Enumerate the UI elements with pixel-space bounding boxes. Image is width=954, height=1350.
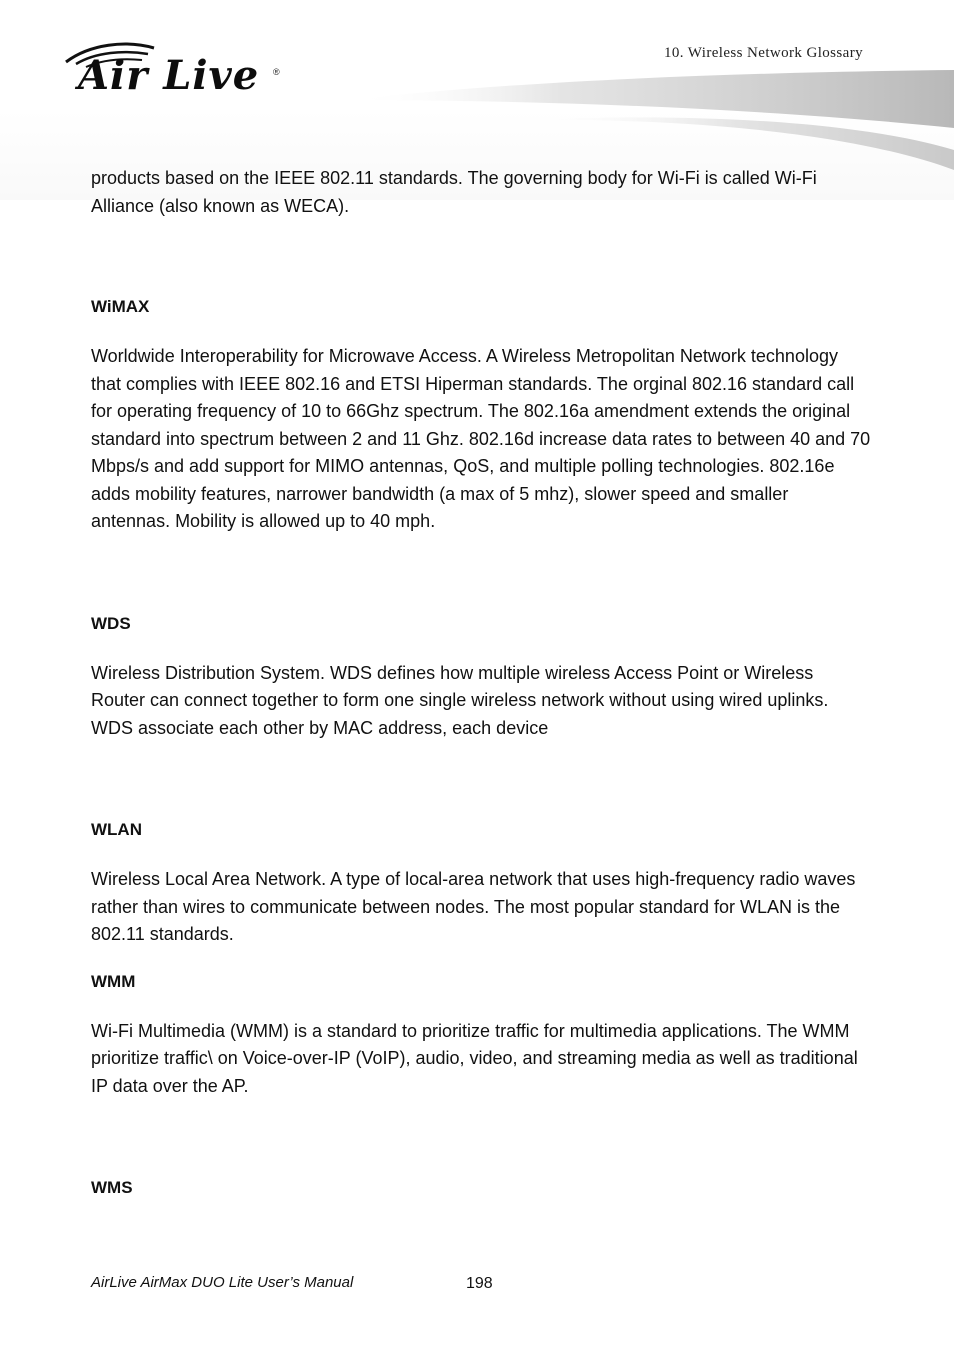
glossary-definition-wmm: Wi-Fi Multimedia (WMM) is a standard to prioritize traffic for multimedia applications. The WMM prioritize traffic\ on Voice-over-IP (VoIP), audio, video, and streaming media as well as traditional IP data over the AP. [91,1020,858,1096]
page-content [91,165,871,1198]
glossary-term-wmm: WMM [91,971,136,991]
page-number: 198 [466,1275,493,1292]
glossary-term-wimax: WiMAX [91,297,150,316]
glossary-term-wms: WMS [91,1178,133,1197]
glossary-definition-wlan: Wireless Local Area Network. A type of local-area network that uses high-frequency radio waves rather than wires to communicate between nodes. The most popular standard for WLAN is the 802.11 standards. [91,869,856,944]
airlive-logo: Air Live ® [62,40,292,110]
glossary-term-wlan: WLAN [91,820,142,839]
intro-paragraph: products based on the IEEE 802.11 standards. The governing body for Wi-Fi is called Wi-Fi Alliance (also known as WECA). [91,168,817,216]
glossary-definition-wds: Wireless Distribution System. WDS defines how multiple wireless Access Point or Wireless Router can connect together to form one single wireless network without using wired uplinks. WDS associate each other by MAC address, each device [91,662,829,738]
chapter-title: 10. Wireless Network Glossary [663,45,863,61]
glossary-definition-wimax: Worldwide Interoperability for Microwave Access. A Wireless Metropolitan Network technology that complies with IEEE 802.16 and ETSI Hiperman standards. The orginal 802.16 standard call for operating frequency of 10 to 66Ghz spectrum. The 802.16a amendment extends the original standard into spectrum between 2 and 11 Ghz. 802.16d increase data rates to between 40 and 70 Mbps/s and add support for MIMO antennas, QoS, and multiple polling technologies. 802.16e adds mobility features, narrower bandwidth (a max of 5 mhz), slower speed and smaller antennas. Mobility is allowed up to 40 mph. [91,346,871,531]
footer-manual-title: AirLive AirMax DUO Lite User’s Manual [91,1274,354,1291]
glossary-term-wds: WDS [91,613,131,633]
